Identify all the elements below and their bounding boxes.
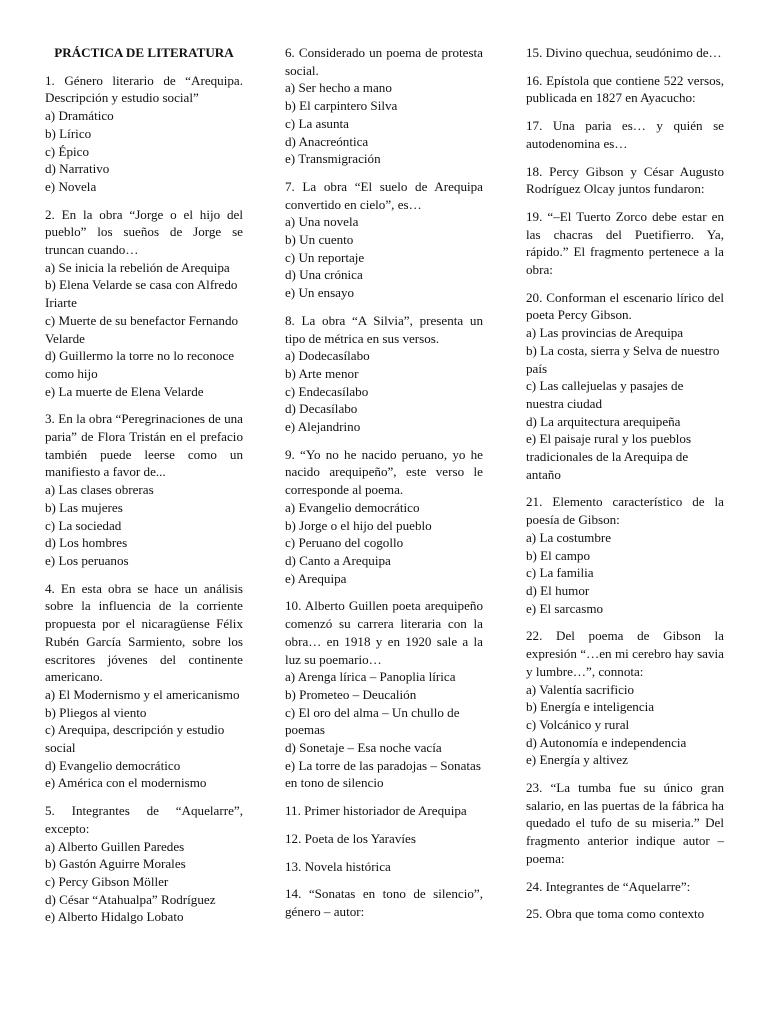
question-stem: 20. Conforman el escenario lírico del poeta Percy Gibson.	[526, 289, 724, 323]
question-2	[45, 206, 243, 401]
answer-option: c) Las callejuelas y pasajes de nuestra ciudad	[526, 378, 684, 411]
worksheet-title: PRÁCTICA DE LITERATURA	[54, 45, 234, 60]
question-stem: 22. Del poema de Gibson la expresión “…en mi cerebro hay savia y lumbre…”, connota:	[526, 628, 724, 679]
question-21	[526, 493, 724, 617]
answer-option: b) Prometeo – Deucalión	[285, 686, 417, 702]
answer-option: d) Una crónica	[285, 267, 363, 283]
answer-option: d) Canto a Arequipa	[285, 552, 391, 568]
question-stem: 24. Integrantes de “Aquelarre”:	[526, 878, 691, 894]
question-stem: 17. Una paria es… y quién se autodenomina es…	[526, 118, 724, 151]
question-stem: 4. En esta obra se hace un análisis sobre la influencia de la corriente propuesta por el nicaragüense Félix Rubén García Sarmiento, sobre los escritores jóvenes del continente americano.	[45, 580, 243, 685]
question-stem: 19. “–El Tuerto Zorco debe estar en las chacras del Puetifierro. Ya, rápido.” El fragmento pertenece a la obra:	[526, 208, 724, 278]
answer-option: e) La torre de las paradojas – Sonatas en tono de silencio	[285, 757, 481, 791]
answer-option: a) Alberto Guillen Paredes	[45, 838, 185, 854]
answer-option: a) Dodecasílabo	[285, 348, 370, 364]
answer-option: b) Elena Velarde se casa con Alfredo Iriarte	[45, 277, 238, 311]
question-19	[526, 208, 724, 279]
answer-option: a) Ser hecho a mano	[285, 80, 392, 96]
question-22	[526, 627, 724, 769]
answer-option: a) El Modernismo y el americanismo	[45, 686, 240, 702]
answer-option: e) La muerte de Elena Velarde	[45, 383, 204, 399]
question-8	[285, 312, 483, 436]
answer-option: c) Un reportaje	[285, 249, 365, 265]
answer-option: e) Alberto Hidalgo Lobato	[45, 909, 184, 925]
answer-option: a) Las clases obreras	[45, 482, 154, 498]
answer-option: d) Guillermo la torre no lo reconoce como hijo	[45, 348, 235, 381]
question-15	[526, 44, 724, 62]
answer-option: c) La asunta	[285, 115, 349, 131]
answer-option: e) Arequipa	[285, 570, 347, 586]
answer-option: b) Gastón Aguirre Morales	[45, 856, 186, 872]
answer-option: e) Novela	[45, 178, 97, 194]
column-2	[285, 44, 483, 931]
question-14	[285, 885, 483, 920]
question-stem: 9. “Yo no he nacido peruano, yo he nacido arequipeño”, este verso le corresponde al poema.	[285, 446, 483, 498]
answer-option: b) Energía e inteligencia	[526, 699, 655, 715]
answer-option: c) La sociedad	[45, 517, 122, 533]
answer-option: a) Valentía sacrificio	[526, 681, 635, 697]
question-9	[285, 446, 483, 588]
answer-option: e) América con el modernismo	[45, 775, 207, 791]
answer-option: c) El oro del alma – Un chullo de poemas	[285, 704, 460, 738]
question-stem: 15. Divino quechua, seudónimo de…	[526, 45, 722, 60]
question-stem: 10. Alberto Guillen poeta arequipeño comenzó su carrera literaria con la obra… en 1918 y en 1920 sale a la luz su poemario…	[285, 598, 483, 667]
question-16	[526, 72, 724, 107]
question-stem: 12. Poeta de los Yaravíes	[285, 830, 416, 846]
answer-option: b) Pliegos al viento	[45, 704, 147, 720]
answer-option: a) Una novela	[285, 214, 359, 230]
question-stem: 6. Considerado un poema de protesta social.	[285, 45, 483, 78]
answer-option: e) El paisaje rural y los pueblos tradicionales de la Arequipa de antaño	[526, 431, 692, 482]
question-stem: 13. Novela histórica	[285, 858, 391, 874]
answer-option: d) Decasílabo	[285, 401, 358, 417]
question-stem: 3. En la obra “Peregrinaciones de una paria” de Flora Tristán en el prefacio también puede leerse como un manifiesto a favor de...	[45, 411, 243, 480]
answer-option: d) Sonetaje – Esa noche vacía	[285, 740, 442, 756]
answer-option: e) Alejandrino	[285, 419, 361, 435]
answer-option: c) Peruano del cogollo	[285, 535, 404, 551]
answer-option: a) Arenga lírica – Panoplia lírica	[285, 669, 456, 685]
answer-option: e) Transmigración	[285, 151, 381, 167]
question-25	[526, 905, 724, 923]
question-stem: 7. La obra “El suelo de Arequipa convertido en cielo”, es…	[285, 178, 483, 212]
answer-option: b) Jorge o el hijo del pueblo	[285, 517, 432, 533]
answer-option: c) Endecasílabo	[285, 383, 369, 399]
question-5	[45, 802, 243, 926]
answer-option: e) Energía y altivez	[526, 752, 628, 768]
question-1	[45, 72, 243, 196]
answer-option: d) Los hombres	[45, 535, 128, 551]
answer-option: b) Un cuento	[285, 232, 354, 248]
column-3	[526, 44, 724, 933]
answer-option: a) Se inicia la rebelión de Arequipa	[45, 259, 230, 275]
question-stem: 18. Percy Gibson y César Augusto Rodríguez Olcay juntos fundaron:	[526, 163, 724, 197]
question-stem: 1. Género literario de “Arequipa. Descripción y estudio social”	[45, 72, 243, 106]
answer-option: e) Un ensayo	[285, 285, 355, 301]
answer-option: c) La familia	[526, 565, 594, 581]
answer-option: a) Las provincias de Arequipa	[526, 325, 684, 341]
question-4	[45, 580, 243, 792]
question-stem: 2. En la obra “Jorge o el hijo del pueblo” los sueños de Jorge se truncan cuando…	[45, 206, 243, 258]
answer-option: d) Narrativo	[45, 161, 110, 177]
answer-option: c) Volcánico y rural	[526, 716, 630, 732]
question-stem: 8. La obra “A Silvia”, presenta un tipo de métrica en sus versos.	[285, 312, 483, 346]
question-stem: 14. “Sonatas en tono de silencio”, género – autor:	[285, 886, 483, 919]
answer-option: d) Anacreóntica	[285, 133, 369, 149]
question-11	[285, 802, 483, 820]
answer-option: b) El campo	[526, 547, 590, 563]
question-18	[526, 163, 724, 198]
answer-option: b) Lírico	[45, 125, 92, 141]
answer-option: e) El sarcasmo	[526, 600, 604, 616]
answer-option: e) Los peruanos	[45, 552, 129, 568]
question-6	[285, 44, 483, 168]
question-stem: 5. Integrantes de “Aquelarre”, excepto:	[45, 803, 243, 836]
answer-option: a) La costumbre	[526, 529, 612, 545]
question-stem: 23. “La tumba fue su único gran salario, en las puertas de la fábrica ha quedado el tufo de su miseria.” Del fragmento anterior indique autor – poema:	[526, 780, 724, 866]
column-1	[45, 44, 243, 936]
answer-option: b) El carpintero Silva	[285, 98, 398, 114]
answer-option: d) Autonomía e independencia	[526, 734, 687, 750]
question-24	[526, 878, 724, 896]
question-20	[526, 289, 724, 484]
question-23	[526, 779, 724, 868]
answer-option: c) Épico	[45, 143, 89, 159]
answer-option: a) Dramático	[45, 108, 114, 124]
answer-option: d) César “Atahualpa” Rodríguez	[45, 891, 216, 907]
question-13	[285, 858, 483, 876]
question-12	[285, 830, 483, 848]
answer-option: b) La costa, sierra y Selva de nuestro país	[526, 342, 720, 376]
answer-option: d) El humor	[526, 582, 590, 598]
answer-option: b) Las mujeres	[45, 499, 123, 515]
question-10	[285, 597, 483, 792]
question-stem: 16. Epístola que contiene 522 versos, publicada en 1827 en Ayacucho:	[526, 72, 724, 106]
question-17	[526, 117, 724, 152]
answer-option: c) Muerte de su benefactor Fernando Velarde	[45, 312, 239, 346]
question-stem: 11. Primer historiador de Arequipa	[285, 803, 467, 819]
question-3	[45, 410, 243, 569]
answer-option: a) Evangelio democrático	[285, 499, 420, 515]
answer-option: d) La arquitectura arequipeña	[526, 413, 681, 429]
answer-option: c) Percy Gibson Möller	[45, 873, 169, 889]
answer-option: d) Evangelio democrático	[45, 757, 181, 773]
answer-option: c) Arequipa, descripción y estudio social	[45, 722, 225, 756]
answer-option: b) Arte menor	[285, 365, 359, 381]
question-7	[285, 178, 483, 302]
question-stem: 25. Obra que toma como contexto	[526, 906, 705, 922]
question-stem: 21. Elemento característico de la poesía de Gibson:	[526, 494, 724, 528]
